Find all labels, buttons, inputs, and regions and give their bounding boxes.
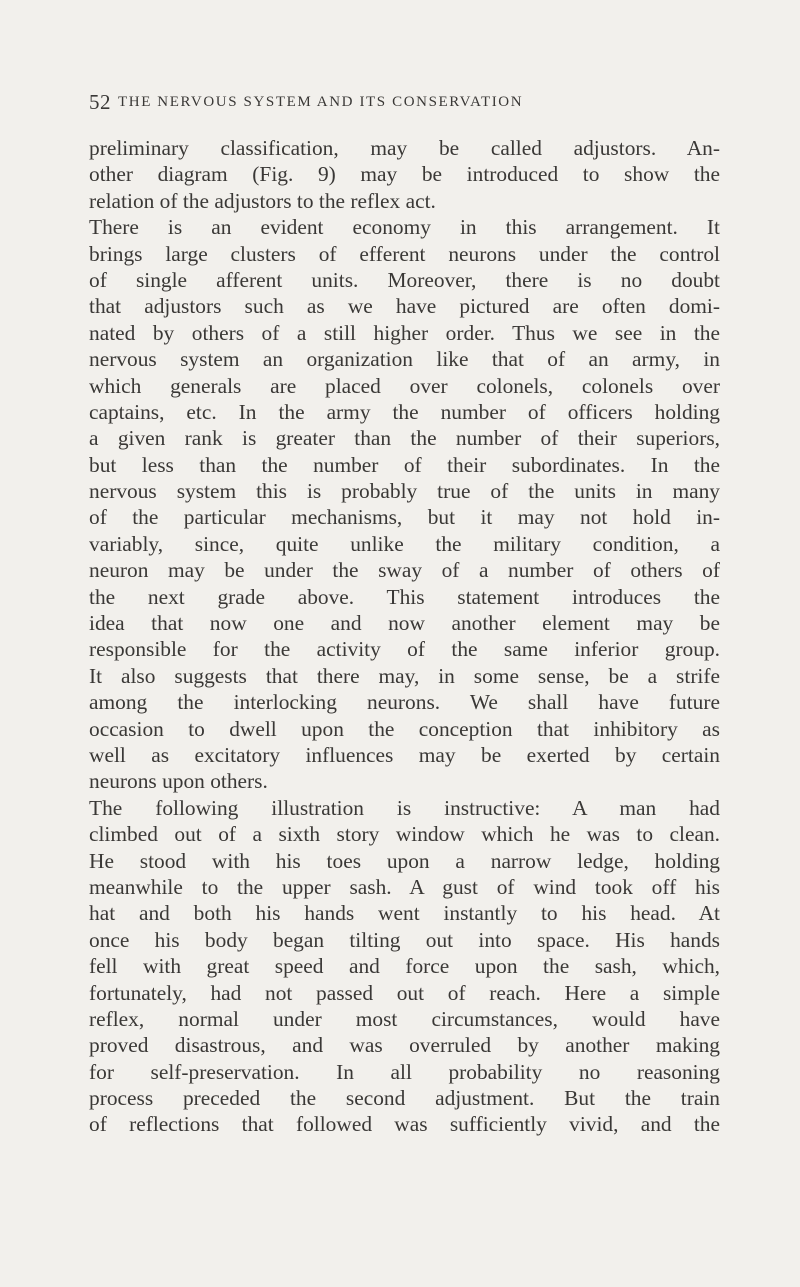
text-line: reflex, normal under most circumstances, would have — [89, 1006, 720, 1031]
text-line: once his body began tilting out into space. His hands — [89, 927, 720, 952]
running-head — [89, 90, 729, 120]
text-line: nervous system this is probably true of the units in many — [89, 479, 720, 504]
text-line: but less than the number of their subordinates. In the — [89, 452, 720, 477]
text-line: brings large clusters of efferent neurons under the control — [89, 241, 720, 266]
text-line: relation of the adjustors to the reflex act. — [89, 188, 436, 213]
text-line: occasion to dwell upon the conception that inhibitory as — [89, 716, 720, 741]
text-line: responsible for the activity of the same inferior group. — [89, 637, 720, 662]
text-line: among the interlocking neurons. We shall have future — [89, 690, 720, 715]
text-line: of the particular mechanisms, but it may not hold in- — [89, 505, 720, 530]
text-line: variably, since, quite unlike the military condition, a — [89, 531, 720, 556]
text-line: neurons upon others. — [89, 769, 268, 794]
text-line: of reflections that followed was sufficiently vivid, and the — [89, 1112, 720, 1137]
text-line: fortunately, had not passed out of reach. Here a simple — [89, 980, 720, 1005]
text-line: captains, etc. In the army the number of officers holding — [89, 399, 720, 424]
text-line: a given rank is greater than the number of their superiors, — [89, 426, 720, 451]
text-line: of single afferent units. Moreover, there is no doubt — [89, 267, 720, 292]
text-line: that adjustors such as we have pictured are often domi- — [89, 294, 720, 319]
text-line: for self-preservation. In all probability no reasoning — [89, 1059, 720, 1084]
text-line: climbed out of a sixth story window which he was to clean. — [89, 822, 720, 847]
running-title: THE NERVOUS SYSTEM AND ITS CONSERVATION — [118, 94, 524, 110]
text-line: which generals are placed over colonels, colonels over — [89, 373, 720, 398]
text-line: proved disastrous, and was overruled by another making — [89, 1033, 720, 1058]
text-line: well as excitatory influences may be exerted by certain — [89, 742, 720, 767]
text-line: nated by others of a still higher order. Thus we see in the — [89, 320, 720, 345]
text-line: He stood with his toes upon a narrow ledge, holding — [89, 848, 720, 873]
text-line: There is an evident economy in this arrangement. It — [89, 215, 720, 240]
text-line: other diagram (Fig. 9) may be introduced to show the — [89, 162, 720, 187]
text-line: fell with great speed and force upon the sash, which, — [89, 954, 720, 979]
text-line: process preceded the second adjustment. But the train — [89, 1086, 720, 1111]
text-line: idea that now one and now another element may be — [89, 611, 720, 636]
text-line: meanwhile to the upper sash. A gust of wind took off his — [89, 874, 720, 899]
text-line: hat and both his hands went instantly to his head. At — [89, 901, 720, 926]
text-line: It also suggests that there may, in some sense, be a strife — [89, 663, 720, 688]
text-line: nervous system an organization like that of an army, in — [89, 347, 720, 372]
page-number: 52 — [89, 90, 111, 114]
text-line: preliminary classification, may be called adjustors. An- — [89, 136, 720, 160]
text-line: neuron may be under the sway of a number of others of — [89, 558, 720, 583]
text-line: The following illustration is instructive: A man had — [89, 795, 720, 820]
text-line: the next grade above. This statement introduces the — [89, 584, 720, 609]
body-text — [89, 135, 720, 1138]
